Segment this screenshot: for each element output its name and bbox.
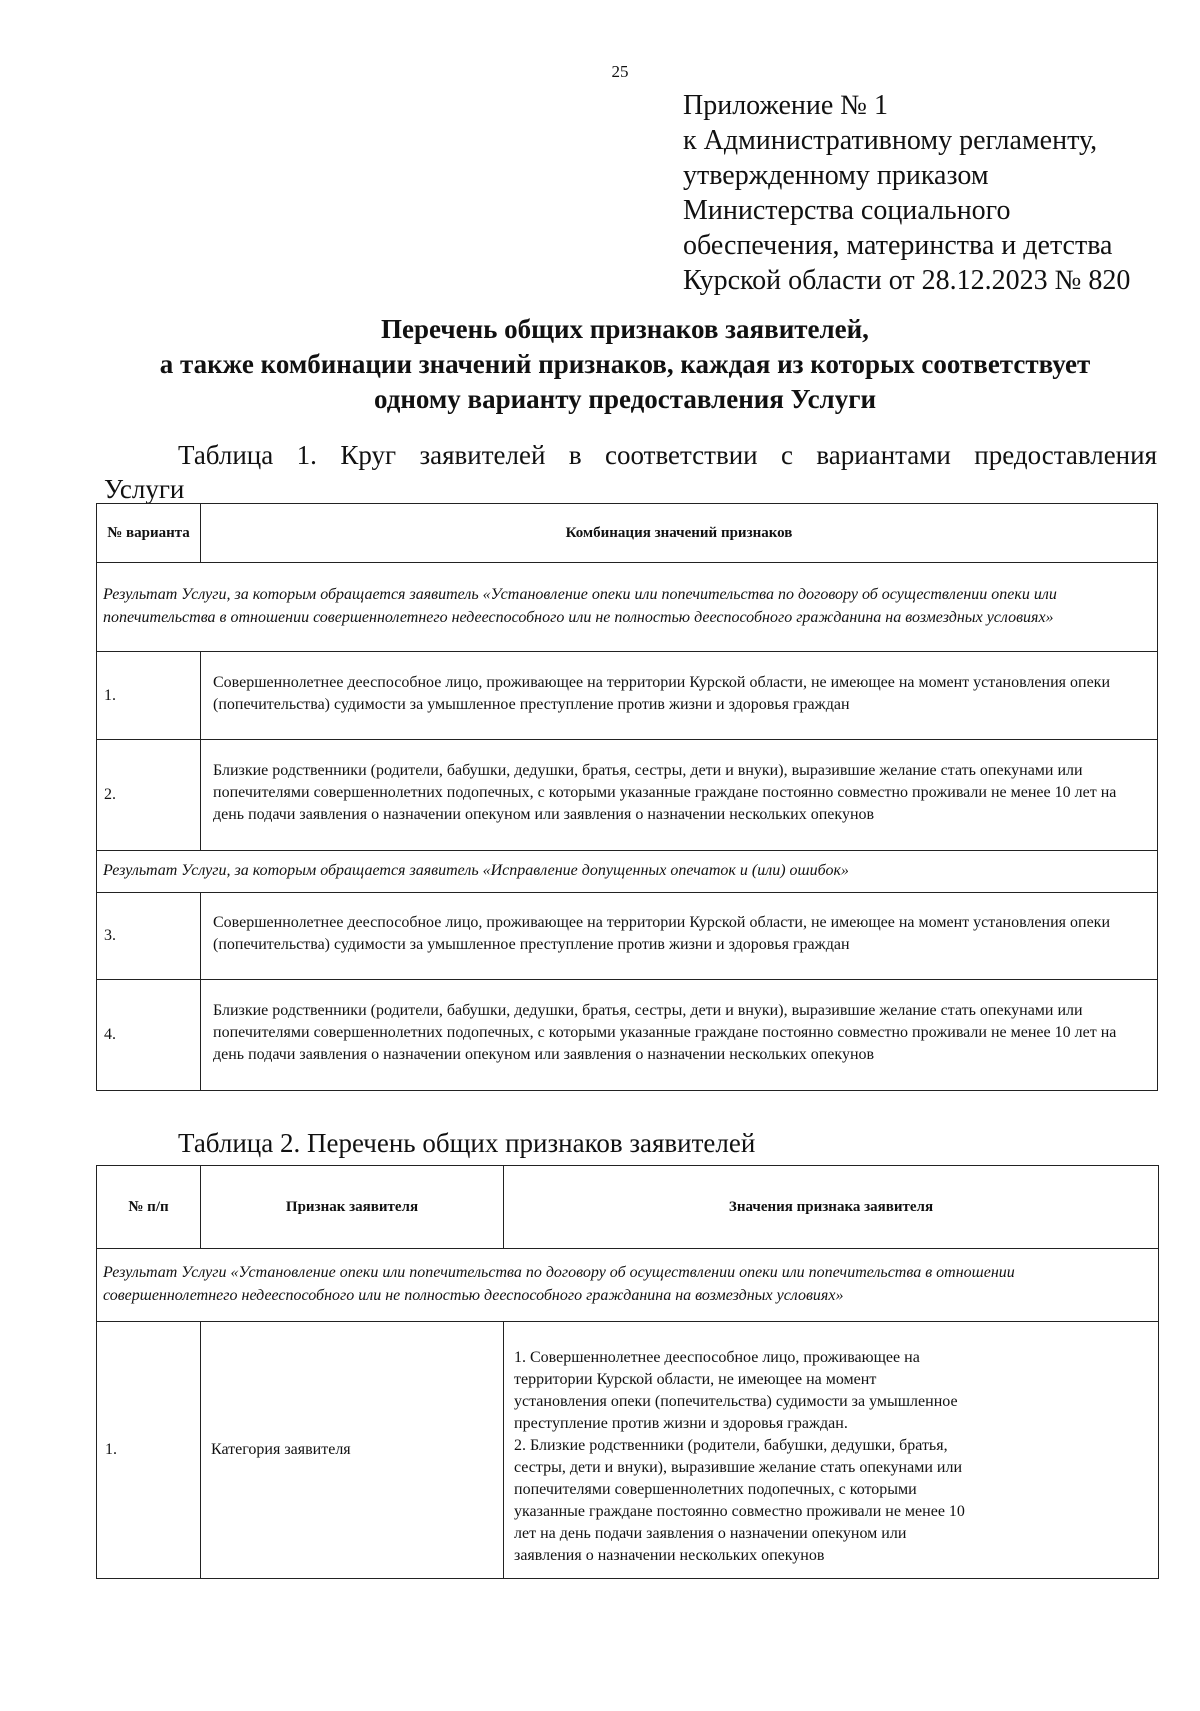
approval-line: к Административному регламенту, — [683, 125, 1098, 156]
variant-text: Совершеннолетнее дееспособное лицо, проживающее на территории Курской области, не имеющее на момент установления опеки (попечительства) судимости за умышленное преступление против жизни и здоровья граждан — [201, 652, 1158, 740]
table1-caption — [104, 438, 1157, 506]
table1-header-row — [97, 504, 1158, 563]
table-row — [97, 1322, 1159, 1579]
approval-block — [683, 88, 1130, 298]
table2-header-row — [97, 1166, 1159, 1249]
document-title — [60, 312, 1190, 417]
approval-line: Министерства социального — [683, 195, 1011, 226]
page-number: 25 — [611, 62, 629, 81]
value-line: 2. Близкие родственники (родители, бабушки, дедушки, братья, — [514, 1437, 948, 1454]
value-line: преступление против жизни и здоровья граждан. — [514, 1415, 848, 1432]
table2-header-number: № п/п — [97, 1166, 201, 1249]
table-row — [97, 740, 1158, 851]
table2-header-values: Значения признака заявителя — [504, 1166, 1159, 1249]
variant-number: 3. — [97, 893, 201, 980]
table1-caption-line2: Услуги — [104, 474, 185, 504]
title-line: одному варианту предоставления Услуги — [373, 384, 877, 414]
table1-header-combination: Комбинация значений признаков — [201, 504, 1158, 563]
table1-section-1: Результат Услуги, за которым обращается заявитель «Установление опеки или попечительства по договору об осуществлении опеки или попечительства в отношении совершеннолетнего недееспособного или не полностью дееспособного гражданина на возмездных условиях» — [97, 563, 1158, 652]
variant-number: 1. — [97, 652, 201, 740]
table2-header-attribute: Признак заявителя — [201, 1166, 504, 1249]
table2 — [96, 1165, 1159, 1579]
approval-line: Приложение № 1 — [683, 90, 888, 121]
variant-number: 2. — [97, 740, 201, 851]
value-line: указанные граждане постоянно совместно проживали не менее 10 — [514, 1503, 965, 1520]
value-line: территории Курской области, не имеющее на момент — [514, 1371, 877, 1388]
variant-text: Близкие родственники (родители, бабушки, дедушки, братья, сестры, дети и внуки), выразившие желание стать опекунами или попечителями совершеннолетних подопечных, с которыми указанные граждане постоянно совместно проживали не менее 10 лет на день подачи заявления о назначении опекуном или заявления о назначении нескольких опекунов — [201, 980, 1158, 1091]
table1-section-2: Результат Услуги, за которым обращается заявитель «Исправление допущенных опечаток и (или) ошибок» — [97, 851, 1158, 893]
approval-line: Курской области от 28.12.2023 № 820 — [683, 265, 1131, 296]
title-line: Перечень общих признаков заявителей, — [381, 314, 869, 344]
approval-line: обеспечения, материнства и детства — [683, 230, 1113, 261]
table-row — [97, 652, 1158, 740]
attribute-number: 1. — [97, 1322, 201, 1579]
table1-caption-line1: Таблица 1. Круг заявителей в соответствии с вариантами предоставления — [178, 440, 1157, 470]
value-line: сестры, дети и внуки), выразившие желание стать опекунами или — [514, 1459, 962, 1476]
value-line: заявления о назначении нескольких опекунов — [514, 1547, 825, 1564]
table2-section: Результат Услуги «Установление опеки или попечительства по договору об осуществлении опеки или попечительства в отношении совершеннолетнего недееспособного или не полностью дееспособного гражданина на возмездных условиях» — [97, 1249, 1159, 1322]
table2-section-row — [97, 1249, 1159, 1322]
value-line: 1. Совершеннолетнее дееспособное лицо, проживающее на — [514, 1349, 920, 1366]
variant-text: Совершеннолетнее дееспособное лицо, проживающее на территории Курской области, не имеющее на момент установления опеки (попечительства) судимости за умышленное преступление против жизни и здоровья граждан — [201, 893, 1158, 980]
title-line: а также комбинации значений признаков, каждая из которых соответствует — [159, 349, 1091, 379]
value-line: попечителями совершеннолетних подопечных, с которыми — [514, 1481, 917, 1498]
table-row — [97, 893, 1158, 980]
table-row — [97, 980, 1158, 1091]
value-line: лет на день подачи заявления о назначении опекуном или — [514, 1525, 907, 1542]
table1-section-row — [97, 563, 1158, 652]
table1-section-row — [97, 851, 1158, 893]
value-line: установления опеки (попечительства) судимости за умышленное — [514, 1393, 958, 1410]
table1-header-variant: № варианта — [97, 504, 201, 563]
attribute-values — [504, 1322, 1159, 1579]
table1 — [96, 503, 1158, 1091]
attribute-name: Категория заявителя — [201, 1322, 504, 1579]
table2-caption: Таблица 2. Перечень общих признаков заявителей — [178, 1128, 756, 1158]
approval-line: утвержденному приказом — [683, 160, 989, 191]
variant-text: Близкие родственники (родители, бабушки, дедушки, братья, сестры, дети и внуки), выразившие желание стать опекунами или попечителями совершеннолетних подопечных, с которыми указанные граждане постоянно совместно проживали не менее 10 лет на день подачи заявления о назначении опекуном или заявления о назначении нескольких опекунов — [201, 740, 1158, 851]
variant-number: 4. — [97, 980, 201, 1091]
